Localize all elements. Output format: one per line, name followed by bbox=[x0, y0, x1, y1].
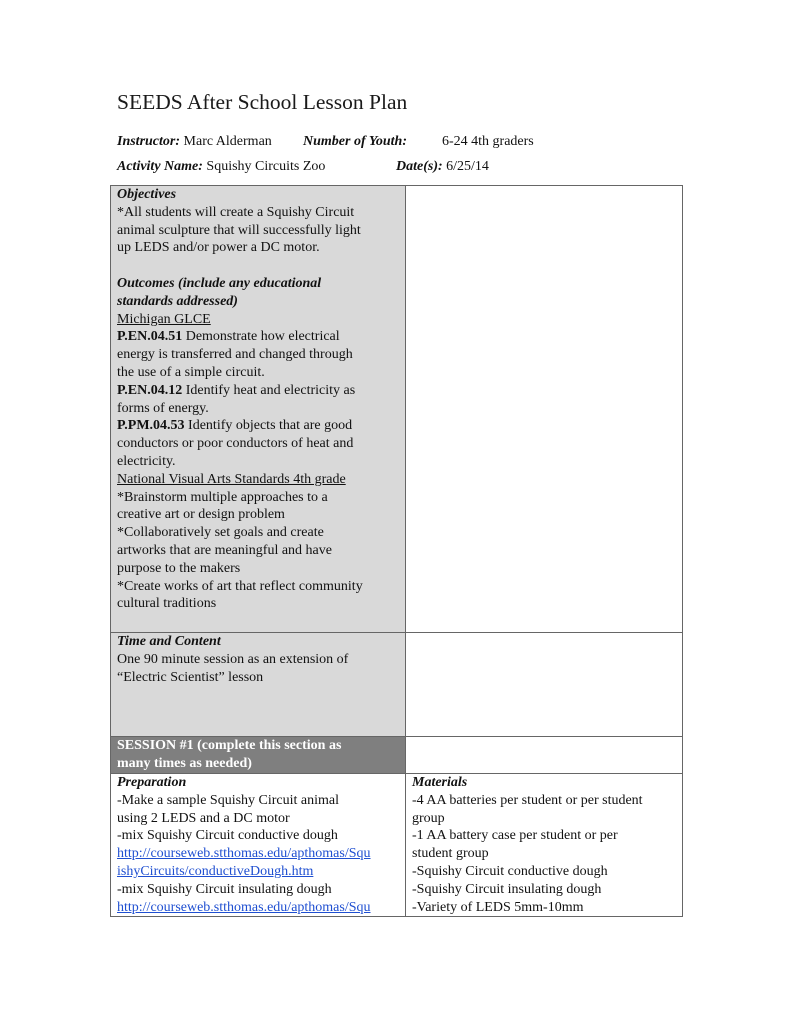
activity-line bbox=[117, 159, 325, 175]
materials-cell bbox=[406, 774, 683, 917]
preparation-line: -mix Squishy Circuit insulating dough bbox=[117, 881, 332, 897]
arts-line: *Collaboratively set goals and create bbox=[117, 525, 324, 541]
youth-label: Number of Youth: bbox=[303, 134, 407, 149]
standard-line bbox=[117, 328, 405, 346]
objective-line: *All students will create a Squishy Circuit bbox=[117, 204, 355, 220]
preparation-line: -mix Squishy Circuit conductive dough bbox=[117, 828, 338, 844]
youth-line bbox=[303, 134, 407, 150]
youth-value-wrap bbox=[442, 134, 534, 150]
materials-line: -4 AA batteries per student or per student bbox=[412, 792, 643, 808]
instructor-line bbox=[117, 134, 272, 150]
objective-line: animal sculpture that will successfully light bbox=[117, 222, 361, 238]
session-row bbox=[111, 737, 683, 774]
preparation-line: -Make a sample Squishy Circuit animal bbox=[117, 792, 340, 808]
standard-line bbox=[117, 382, 405, 400]
standard-code: P.PM.04.53 bbox=[117, 418, 185, 434]
objective-line: up LEDS and/or power a DC motor. bbox=[117, 240, 320, 256]
activity-value: Squishy Circuits Zoo bbox=[206, 159, 326, 174]
standard-text: Identify heat and electricity as bbox=[182, 382, 356, 398]
materials-line: -1 AA battery case per student or per bbox=[412, 828, 618, 844]
instructor-label: Instructor: bbox=[117, 134, 181, 149]
objectives-row bbox=[111, 186, 683, 633]
time-content-heading: Time and Content bbox=[117, 634, 221, 649]
standard-line: electricity. bbox=[117, 453, 176, 469]
session-heading: many times as needed) bbox=[117, 755, 252, 771]
materials-line: student group bbox=[412, 846, 489, 862]
standard-text: Demonstrate how electrical bbox=[182, 329, 340, 345]
conductive-dough-link[interactable] bbox=[117, 845, 405, 881]
arts-line: purpose to the makers bbox=[117, 560, 241, 576]
instructor-value: Marc Alderman bbox=[183, 134, 272, 149]
objectives-heading: Objectives bbox=[117, 187, 177, 202]
outcomes-heading: standards addressed) bbox=[117, 293, 238, 309]
time-content-row bbox=[111, 633, 683, 737]
materials-line: group bbox=[412, 810, 445, 826]
preparation-heading: Preparation bbox=[117, 775, 187, 790]
standard-code: P.EN.04.51 bbox=[117, 329, 183, 345]
arts-line: cultural traditions bbox=[117, 596, 217, 612]
youth-value: 6-24 4th graders bbox=[442, 134, 534, 149]
materials-line: -Variety of LEDS 5mm-10mm bbox=[412, 899, 584, 915]
arts-line: creative art or design problem bbox=[117, 507, 285, 523]
preparation-materials-row bbox=[111, 774, 683, 917]
objectives-notes-cell bbox=[406, 186, 683, 633]
session-notes-cell bbox=[406, 737, 683, 774]
spacer bbox=[117, 257, 405, 275]
michigan-glce-label: Michigan GLCE bbox=[117, 311, 211, 327]
materials-line: -Squishy Circuit insulating dough bbox=[412, 881, 602, 897]
arts-line: *Brainstorm multiple approaches to a bbox=[117, 489, 328, 505]
arts-standards-label: National Visual Arts Standards 4th grade bbox=[117, 471, 346, 487]
time-content-line: One 90 minute session as an extension of bbox=[117, 651, 349, 667]
activity-label: Activity Name: bbox=[117, 159, 203, 174]
standard-line: the use of a simple circuit. bbox=[117, 364, 265, 380]
session-heading-cell bbox=[111, 737, 406, 774]
page-title: SEEDS After School Lesson Plan bbox=[117, 90, 408, 114]
standard-code: P.EN.04.12 bbox=[117, 382, 183, 398]
arts-line: artworks that are meaningful and have bbox=[117, 542, 332, 558]
standard-line: forms of energy. bbox=[117, 400, 209, 416]
time-content-line: “Electric Scientist” lesson bbox=[117, 669, 264, 685]
materials-line: -Squishy Circuit conductive dough bbox=[412, 863, 608, 879]
standard-line: energy is transferred and changed through bbox=[117, 347, 353, 363]
session-heading: SESSION #1 (complete this section as bbox=[117, 738, 342, 753]
dates-value: 6/25/14 bbox=[446, 159, 489, 174]
arts-line: *Create works of art that reflect community bbox=[117, 578, 363, 594]
link-text: ishyCircuits/conductiveDough.htm bbox=[117, 863, 314, 879]
standard-text: Identify objects that are good bbox=[184, 418, 353, 434]
link-text: http://courseweb.stthomas.edu/apthomas/Squ bbox=[117, 846, 371, 862]
lesson-plan-table bbox=[110, 185, 683, 917]
time-content-cell bbox=[111, 633, 406, 737]
objectives-cell bbox=[111, 186, 406, 633]
standard-line: conductors or poor conductors of heat and bbox=[117, 436, 354, 452]
preparation-cell bbox=[111, 774, 406, 917]
time-content-notes-cell bbox=[406, 633, 683, 737]
dates-label: Date(s): bbox=[396, 159, 443, 174]
insulating-dough-link[interactable]: http://courseweb.stthomas.edu/apthomas/Squ bbox=[117, 899, 371, 915]
outcomes-heading: Outcomes (include any educational bbox=[117, 275, 322, 291]
standard-line bbox=[117, 417, 405, 435]
materials-heading: Materials bbox=[412, 775, 468, 790]
dates-line bbox=[396, 159, 489, 175]
preparation-line: using 2 LEDS and a DC motor bbox=[117, 810, 290, 826]
